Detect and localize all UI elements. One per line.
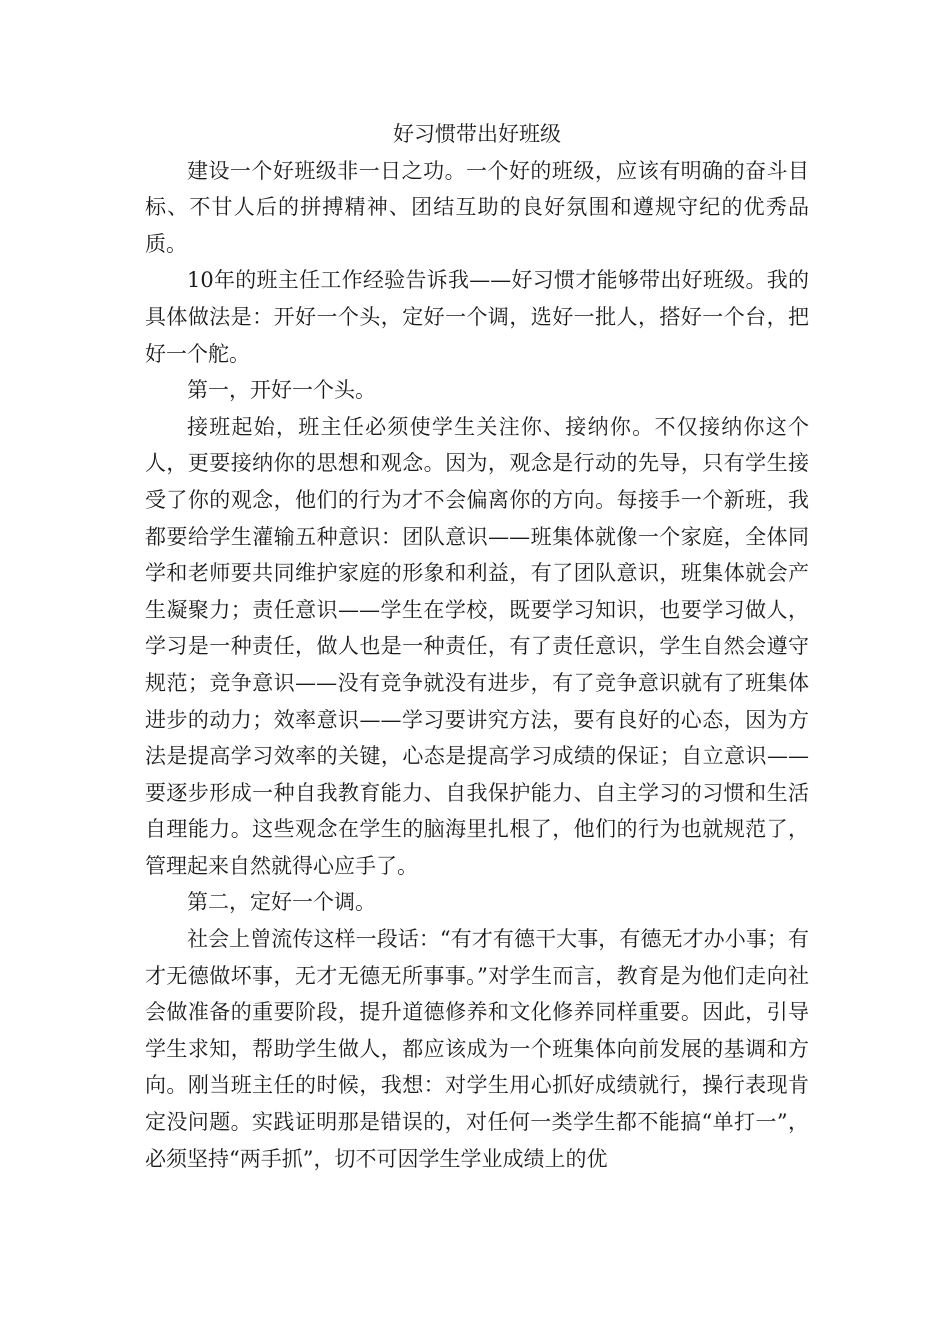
- paragraph-intro: 建设一个好班级非一日之功。一个好的班级，应该有明确的奋斗目标、不甘人后的拼搏精神、团结互助的良好氛围和遵规守纪的优秀品质。: [145, 158, 809, 256]
- section-heading-second: 第二，定好一个调。: [187, 890, 376, 915]
- paragraph-experience: 10年的班主任工作经验告诉我——好习惯才能够带出好班级。我的具体做法是：开好一个头，定好一个调，选好一批人，搭好一个台，把好一个舵。: [145, 268, 809, 366]
- document-title: 好习惯带出好班级: [393, 122, 561, 146]
- paragraph-second-body: 社会上曾流传这样一段话：“有才有德干大事，有德无才办小事；有才无德做坏事，无才无德无所事事。”对学生而言，教育是为他们走向社会做准备的重要阶段，提升道德修养和文化修养同样重要。因此，引导学生求知，帮助学生做人，都应该成为一个班集体向前发展的基调和方向。刚当班主任的时候，我想：对学生用心抓好成绩就行，操行表现肯定没问题。实践证明那是错误的，对任何一类学生都不能搞“单打一”，必须坚持“两手抓”，切不可因学生学业成绩上的优: [145, 927, 809, 1171]
- section-heading-first: 第一，开好一个头。: [187, 378, 376, 403]
- paragraph-first-body: 接班起始，班主任必须使学生关注你、接纳你。不仅接纳你这个人，更要接纳你的思想和观念。因为，观念是行动的先导，只有学生接受了你的观念，他们的行为才不会偏离你的方向。每接手一个新班，我都要给学生灌输五种意识：团队意识——班集体就像一个家庭，全体同学和老师要共同维护家庭的形象和利益，有了团队意识，班集体就会产生凝聚力；责任意识——学生在学校，既要学习知识，也要学习做人，学习是一种责任，做人也是一种责任，有了责任意识，学生自然会遵守规范；竞争意识——没有竞争就没有进步，有了竞争意识就有了班集体进步的动力；效率意识——学习要讲究方法，要有良好的心态，因为方法是提高学习效率的关键，心态是提高学习成绩的保证；自立意识——要逐步形成一种自我教育能力、自我保护能力、自主学习的习惯和生活自理能力。这些观念在学生的脑海里扎根了，他们的行为也就规范了，管理起来自然就得心应手了。: [145, 414, 809, 878]
- document-body: [145, 116, 809, 1177]
